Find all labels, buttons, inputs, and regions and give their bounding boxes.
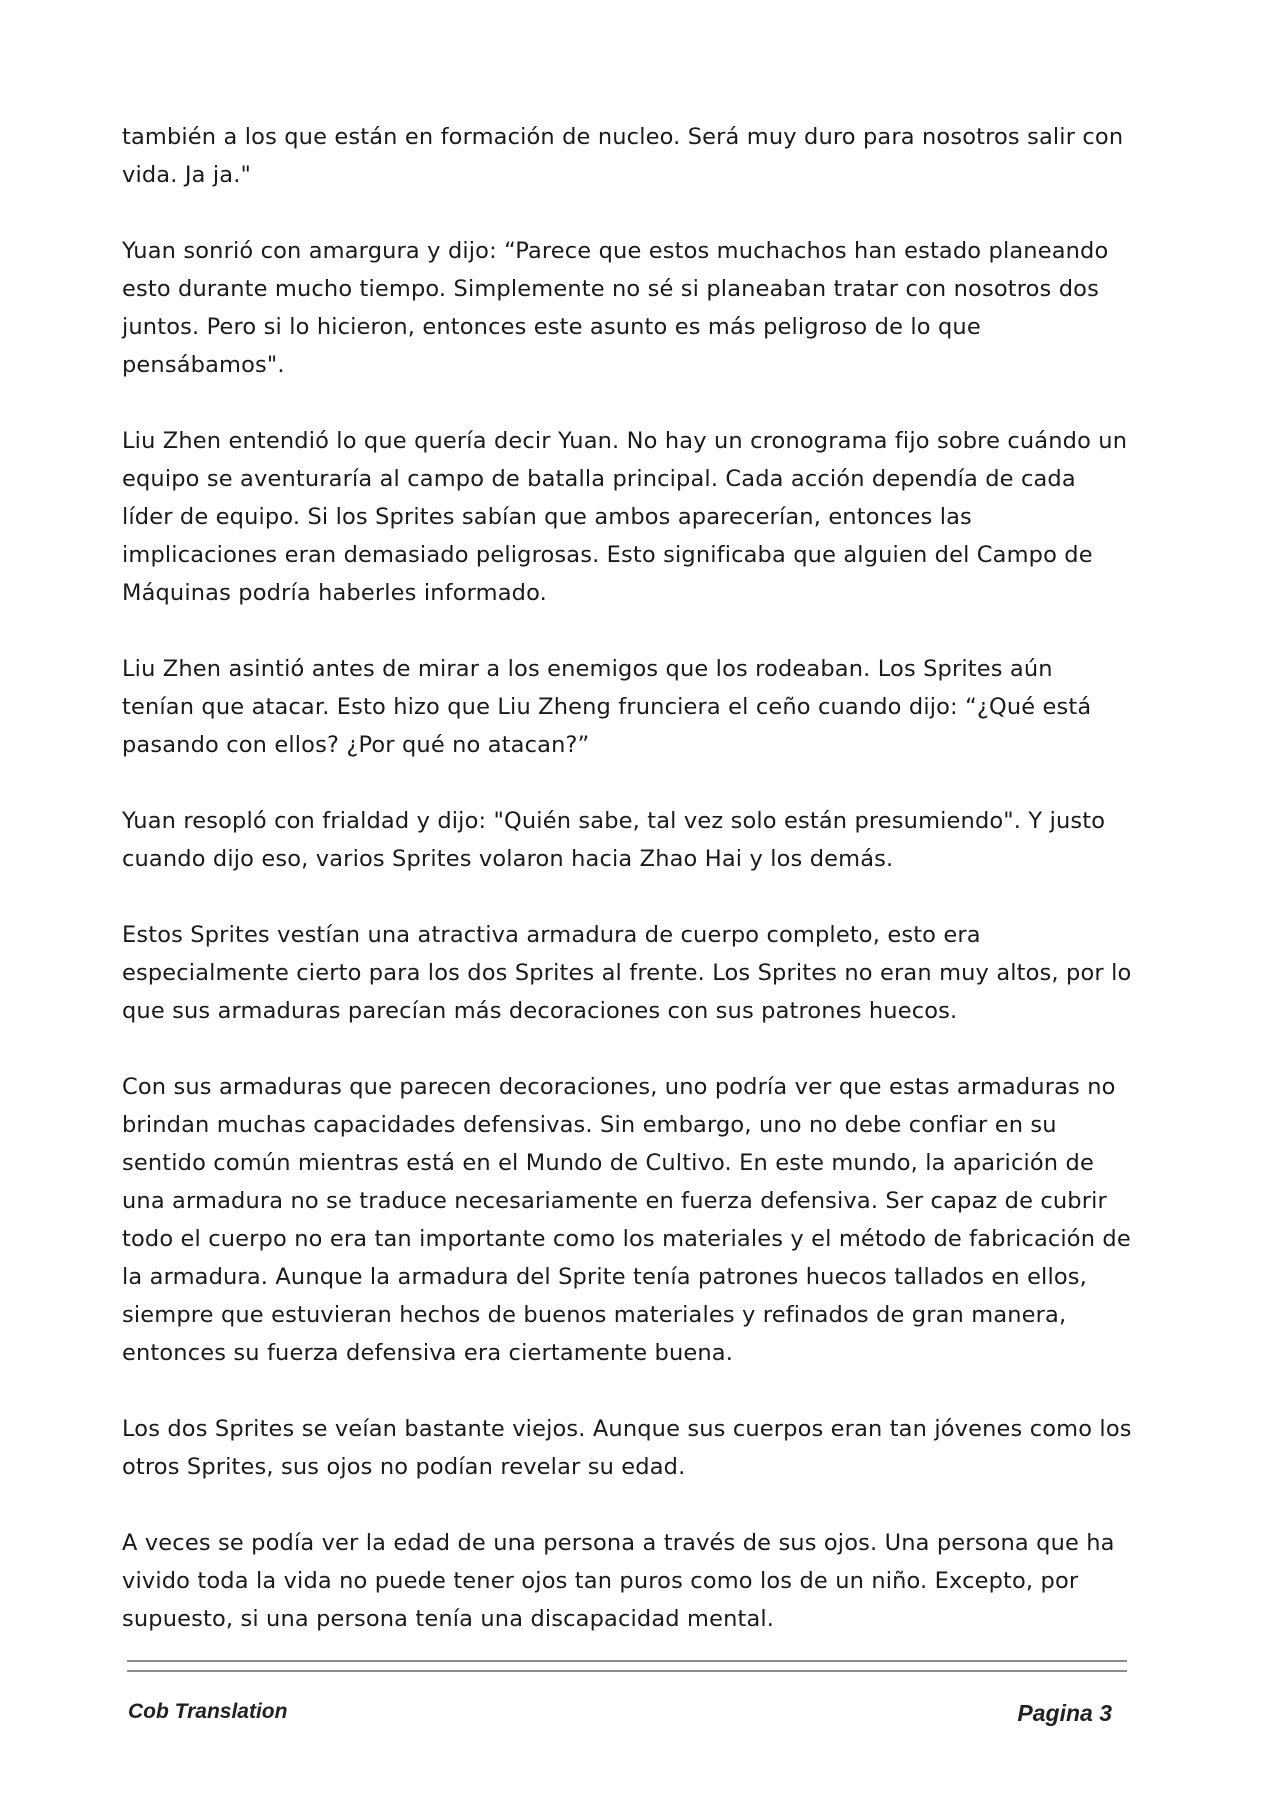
paragraph: Yuan resopló con frialdad y dijo: "Quién sabe, tal vez solo están presumiendo". Y justo cuando dijo eso, varios Sprites volaron hacia Zhao Hai y los demás. xyxy=(122,808,1106,872)
paragraph: también a los que están en formación de nucleo. Será muy duro para nosotros salir con vida. Ja ja." xyxy=(122,124,1124,188)
paragraph: Con sus armaduras que parecen decoraciones, uno podría ver que estas armaduras no brindan muchas capacidades defensivas. Sin embargo, uno no debe confiar en su sentido común mientras está en el Mundo de Cultivo. En este mundo, la aparición de una armadura no se traduce necesariamente en fuerza defensiva. Ser capaz de cubrir todo el cuerpo no era tan importante como los materiales y el método de fabricación de la armadura. Aunque la armadura del Sprite tenía patrones huecos tallados en ellos, siempre que estuvieran hechos de buenos materiales y refinados de gran manera, entonces su fuerza defensiva era ciertamente buena. xyxy=(122,1074,1131,1366)
paragraph: Estos Sprites vestían una atractiva armadura de cuerpo completo, esto era especialmente cierto para los dos Sprites al frente. Los Sprites no eran muy altos, por lo que sus armaduras parecían más decoraciones con sus patrones huecos. xyxy=(122,922,1132,1024)
paragraph: Yuan sonrió con amargura y dijo: “Parece que estos muchachos han estado planeando esto durante mucho tiempo. Simplemente no sé si planeaban tratar con nosotros dos juntos. Pero si lo hicieron, entonces este asunto es más peligroso de lo que pensábamos". xyxy=(122,238,1109,378)
paragraph: A veces se podía ver la edad de una persona a través de sus ojos. Una persona que ha vivido toda la vida no puede tener ojos tan puros como los de un niño. Excepto, por supuesto, si una persona tenía una discapacidad mental. xyxy=(122,1530,1115,1632)
page-number: Pagina 3 xyxy=(1017,1700,1112,1726)
footer-divider-top xyxy=(127,1660,1127,1662)
footer-divider-bottom xyxy=(127,1670,1127,1672)
paragraph: Liu Zhen asintió antes de mirar a los enemigos que los rodeaban. Los Sprites aún tenían que atacar. Esto hizo que Liu Zheng frunciera el ceño cuando dijo: “¿Qué está pasando con ellos? ¿Por qué no atacan?” xyxy=(122,656,1092,758)
paragraph: Los dos Sprites se veían bastante viejos. Aunque sus cuerpos eran tan jóvenes como los otros Sprites, sus ojos no podían revelar su edad. xyxy=(122,1416,1132,1480)
document-body xyxy=(122,118,1132,1676)
paragraph: Liu Zhen entendió lo que quería decir Yuan. No hay un cronograma fijo sobre cuándo un equipo se aventuraría al campo de batalla principal. Cada acción dependía de cada líder de equipo. Si los Sprites sabían que ambos aparecerían, entonces las implicaciones eran demasiado peligrosas. Esto significaba que alguien del Campo de Máquinas podría haberles informado. xyxy=(122,428,1128,606)
footer-credit: Cob Translation xyxy=(128,1700,288,1723)
